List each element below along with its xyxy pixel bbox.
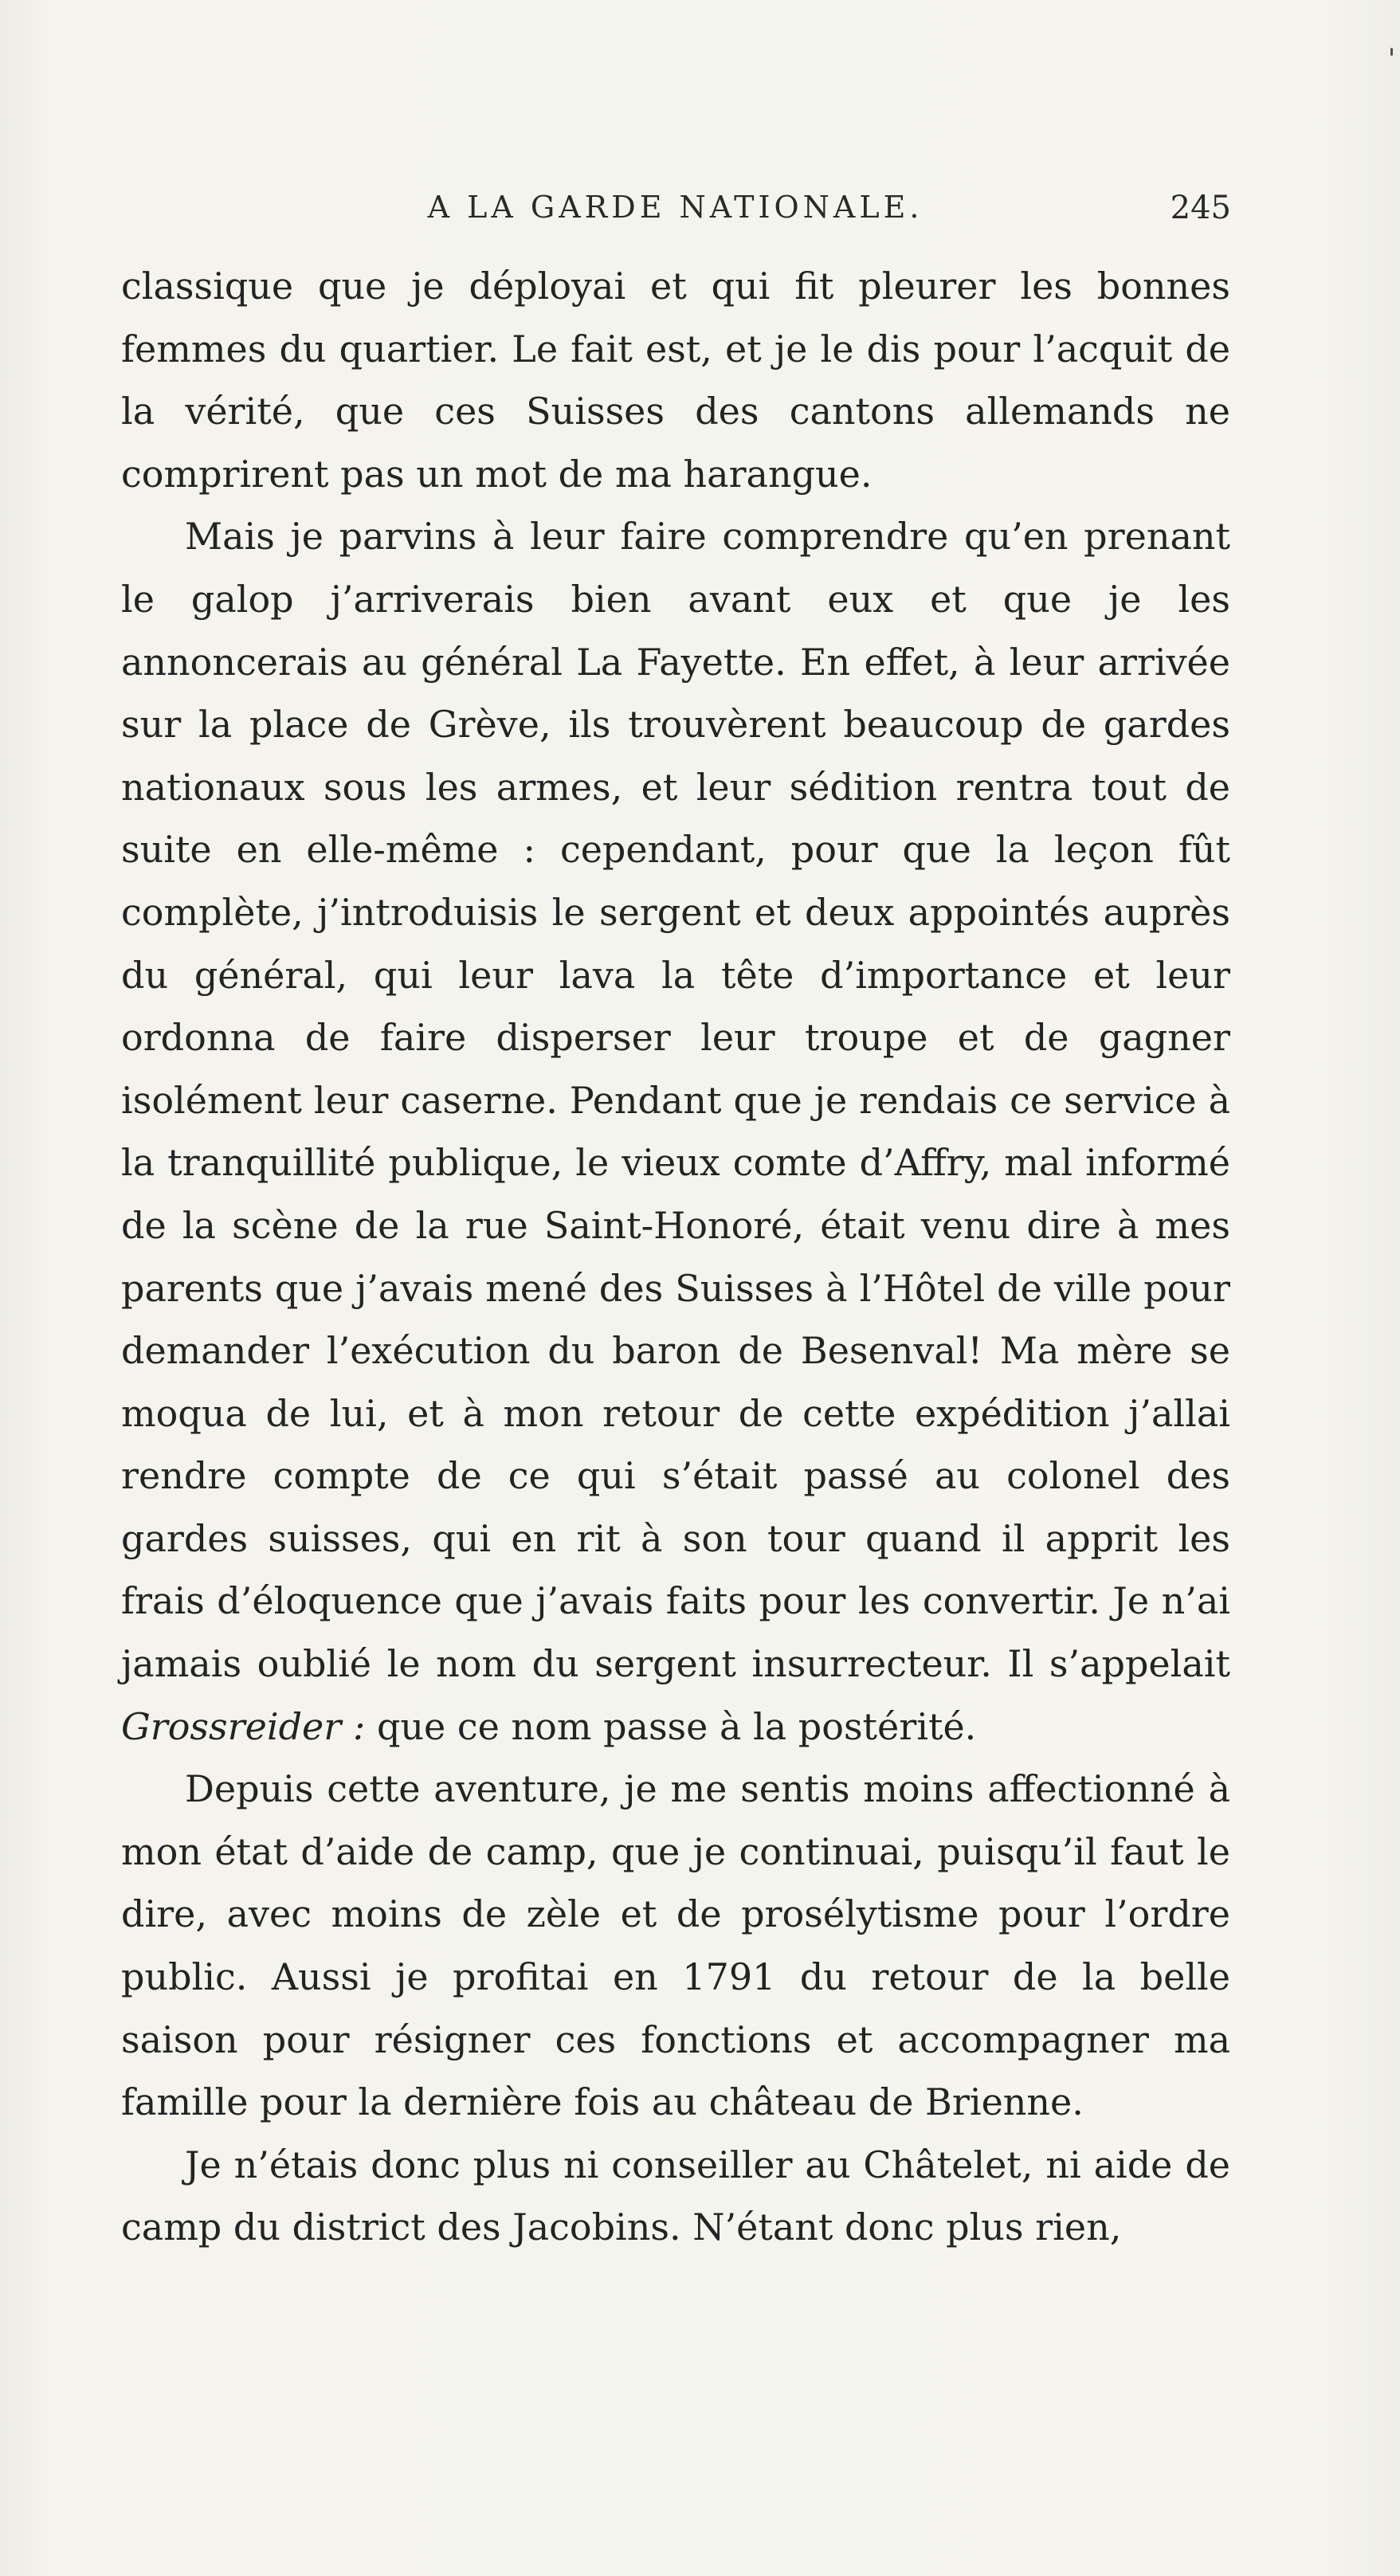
paragraph-3-text: Depuis cette aventure, je me sentis moins affectionné à mon état d’aide de camp, que je continuai, puisqu’il faut le dire, avec moins de zèle et de prosélytisme pour l’ordre public. Aussi je profitai en 1791 du retour de la belle saison pour résigner ces fonctions et accompagner ma famille pour la dernière fois au château de Brienne. (121, 1767, 1230, 2124)
paragraph-4 (121, 2134, 1230, 2259)
page-number: 245 (1170, 190, 1231, 226)
paragraph-2 (121, 505, 1230, 1758)
page-edge-mark (1390, 48, 1393, 56)
running-header (120, 190, 1231, 237)
paragraph-1 (121, 255, 1230, 505)
paragraph-4-text: Je n’étais donc plus ni conseiller au Châtelet, ni aide de camp du district des Jacobins. N’étant donc plus rien, (121, 2143, 1230, 2249)
running-title: A LA GARDE NATIONALE. (427, 190, 924, 225)
paragraph-1-text: classique que je déployai et qui fit pleurer les bonnes femmes du quartier. Le fait est, et je le dis pour l’acquit de la vérité, que ces Suisses des cantons allemands ne comprirent pas un mot de ma harangue. (121, 265, 1230, 496)
body-text (121, 255, 1230, 2259)
paragraph-3 (121, 1758, 1230, 2134)
italic-name: Grossreider : (121, 1704, 366, 1748)
paragraph-2-end: que ce nom passe à la postérité. (376, 1704, 977, 1748)
paragraph-2-text: Mais je parvins à leur faire comprendre qu’en prenant le galop j’arriverais bien avant eux et que je les annoncerais au général La Fayette. En effet, à leur arrivée sur la place de Grève, ils trouvèrent beaucoup de gardes nationaux sous les armes, et leur sédition rentra tout de suite en elle-même : cependant, pour que la leçon fût complète, j’introduisis le sergent et deux appointés auprès du général, qui leur lava la tête d’importance et leur ordonna de faire disperser leur troupe et de gagner isolément leur caserne. Pendant que je rendais ce service à la tranquillité publique, le vieux comte d’Affry, mal informé de la scène de la rue Saint-Honoré, était venu dire à mes parents que j’avais mené des Suisses à l’Hôtel de ville pour demander l’exécution du baron de Besenval! Ma mère se moqua de lui, et à mon retour de cette expédition j’allai rendre compte de ce qui s’était passé au colonel des gardes suisses, qui en rit à son tour quand il apprit les frais d’éloquence que j’avais faits pour les convertir. Je n’ai jamais oublié le nom du sergent insurrecteur. Il s’appelait (121, 515, 1230, 1686)
